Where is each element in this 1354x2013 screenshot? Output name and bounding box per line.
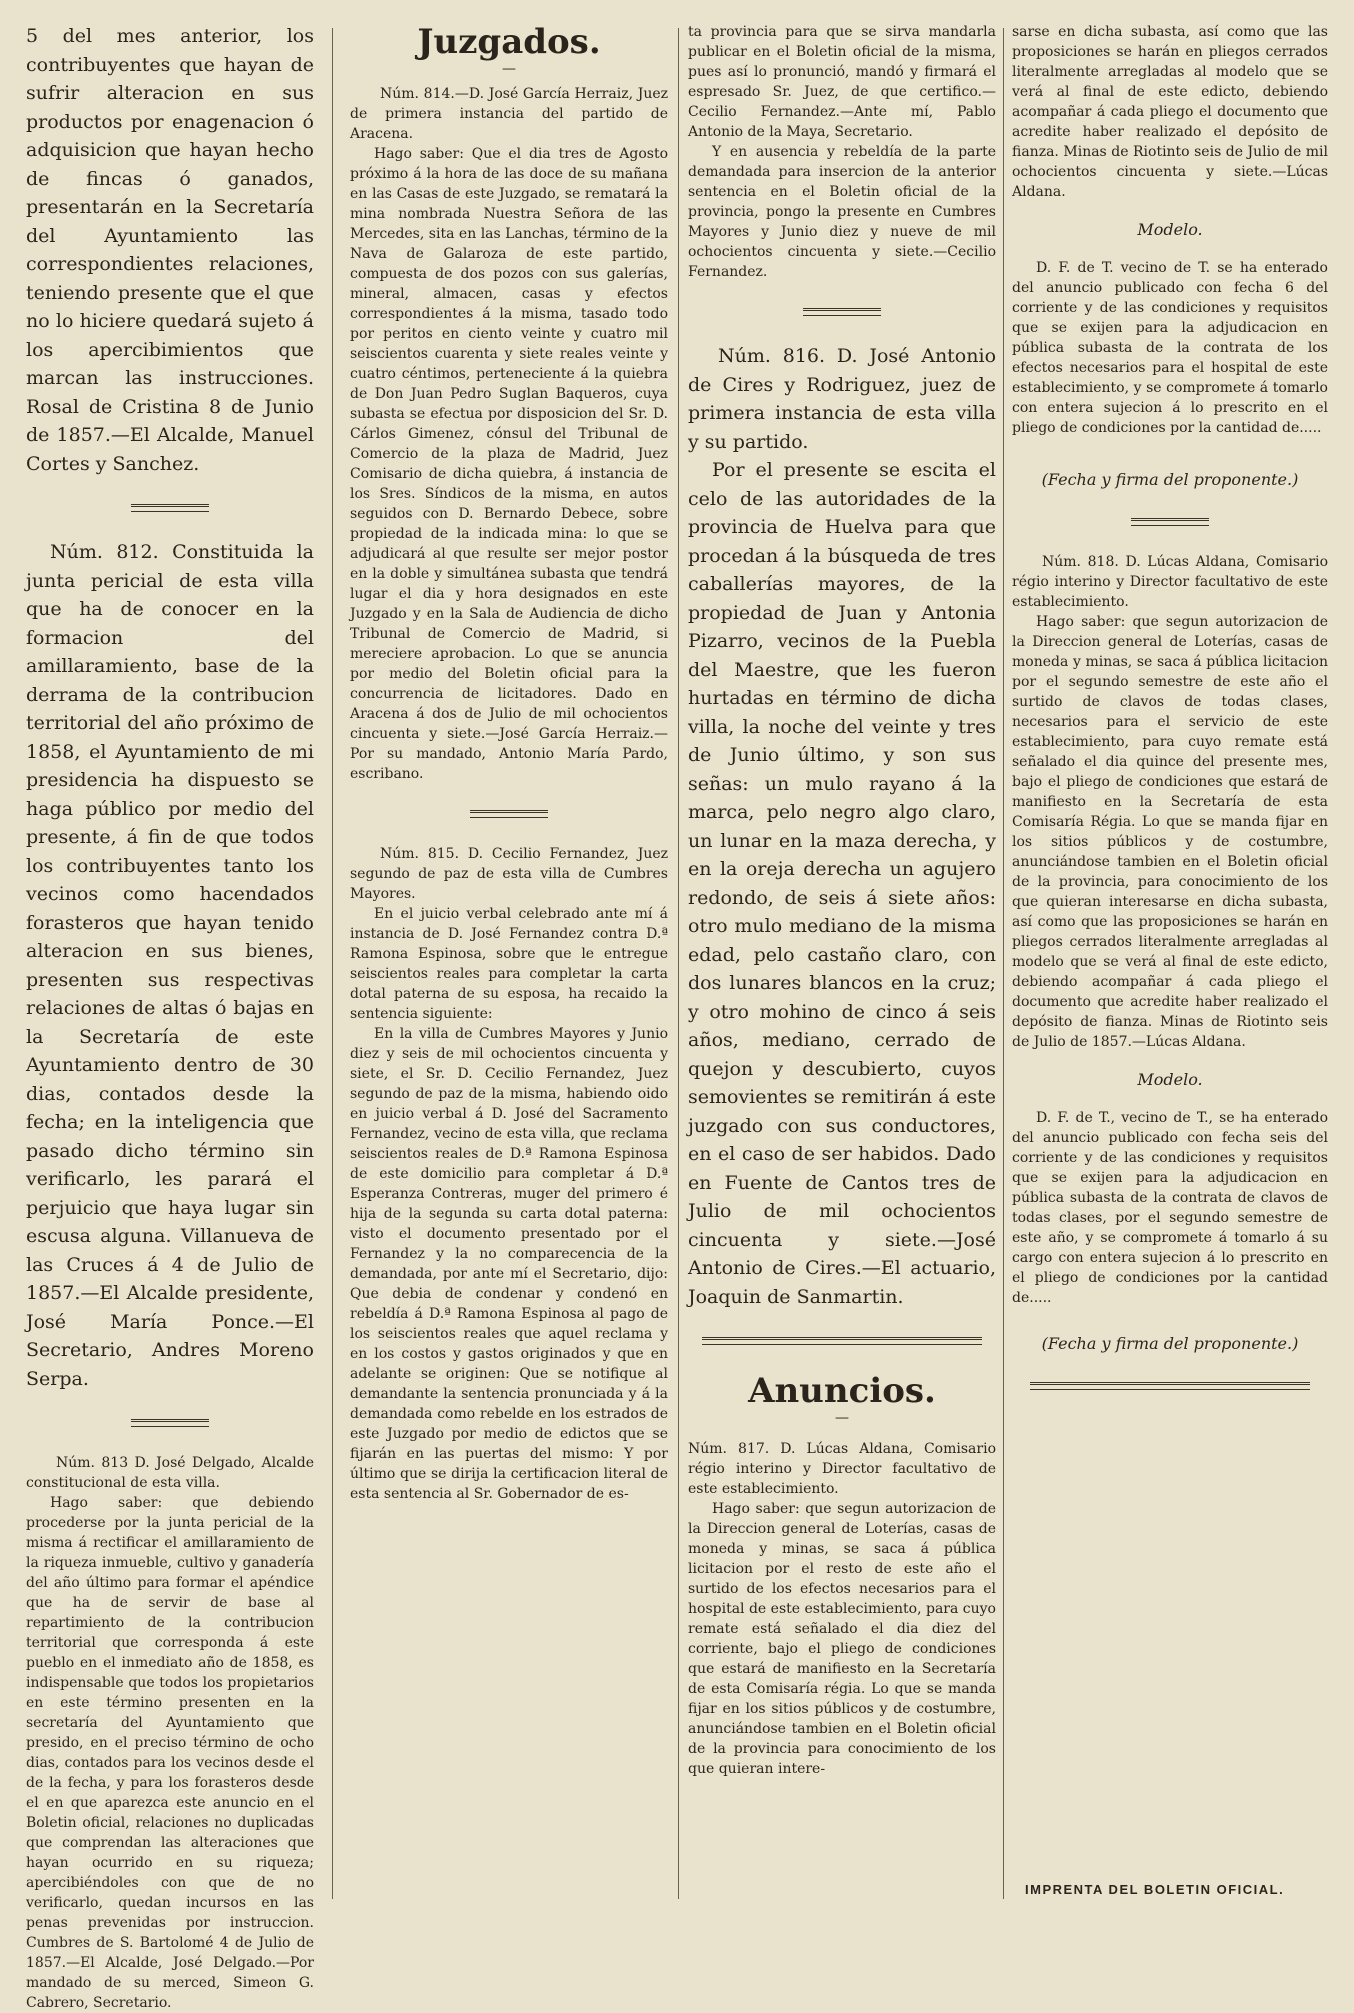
notice-816-heading (688, 342, 996, 456)
separator (131, 1419, 209, 1427)
notice-issuer: D. Lúcas Aldana, Comisario régio interino y Director facultativo de este establecimiento. (1012, 554, 1328, 610)
notice-817-body: Hago saber: que segun autorizacion de la Direccion general de Loterías, casas de moneda y minas, se saca á pública licitacion por el resto de este año el surtido de los efectos necesarios para el hospital de este establecimiento, para cuyo remate está señalado el dia diez del corriente, bajo el pliego de condiciones que estará de manifiesto en la Secretaría de esta Comisaría régia. Lo que se manda fijar en los sitios públicos y de costumbre, anunciándose tambien en el Boletin oficial de la provincia para conocimiento de los que quieran intere- (688, 1501, 996, 1777)
notice-issuer: D. Cecilio Fernandez, Juez segundo de paz de esta villa de Cumbres Mayores. (350, 846, 668, 902)
section-title-anuncios: Anuncios. (748, 1371, 936, 1411)
notice-issuer: —D. José García Herraiz, Juez de primera instancia del partido de Aracena. (350, 86, 668, 142)
notice-815-intro: En el juicio verbal celebrado ante mí á instancia de D. José Fernandez contra D.ª Ramona Espinosa, sobre que le entregue seiscientos reales para completar la carta dotal paterna de su esposa, ha recaido la sentencia siguiente: (350, 906, 668, 1022)
notice-813-body: Hago saber: que debiendo procederse por la junta pericial de la misma á rectificar el amillaramiento de la riqueza inmueble, cultivo y ganadería del año último para formar el apéndice que ha de servir de base al repartimiento de la contribucion territorial que corresponda á este pueblo en el inmediato año de 1858, es indispensable que todos los propietarios en este término presenten en la secretaría del Ayuntamiento que presido, en el preciso término de ocho dias, contados para los vecinos desde el de la fecha, y para los forasteros desde el en que aparezca este anuncio en el Boletin oficial, relaciones no duplicadas que comprendan las alteraciones que hayan ocurrido en su riqueza; apercibiéndoles con que de no verificarlo, quedan incursos en las penas prevenidas por instruccion. Cumbres de S. Bartolomé 4 de Julio de 1857.—El Alcalde, José Delgado.—Por mandado de su merced, Simeon G. Cabrero, Secretario. (26, 1495, 314, 2011)
signature-note: (Fecha y firma del proponente.) (1041, 470, 1299, 489)
notice-number: Núm. 815. (380, 846, 460, 862)
continued-sentence-2: Y en ausencia y rebeldía de la parte demandada para insercion de la anterior sentencia en el Boletin oficial de la provincia, pongo la presente en Cumbres Mayores y Junio diez y nueve de mil ochocientos cincuenta y siete.—Cecilio Fernandez. (688, 144, 996, 280)
notice-813-heading (26, 1453, 314, 1493)
title-dash: — (835, 1410, 849, 1426)
column-4 (1012, 22, 1328, 1901)
notice-818-body: Hago saber: que segun autorizacion de la Direccion general de Loterías, casas de moneda y minas, se saca á pública licitacion por el segundo semestre de este año el surtido de clavos de todas clases, necesarios para el servicio de este establecimiento, para cuyo remate está señalado el dia quince del presente mes, bajo el pliego de condiciones que estará de manifiesto en la Secretaría de esta Comisaría Régia. Lo que se manda fijar en los sitios públicos y de costumbre, anunciándose tambien en el Boletin oficial de la provincia, para conocimiento de los que quieran interesarse en dicha subasta, así como que las proposiciones se harán en pliegos cerrados literalmente arregladas al modelo que se verá al final de este edicto, debiendo acompañar á cada pliego el documento que acredite haber realizado el depósito de fianza. Minas de Riotinto seis de Julio de 1857.—Lúcas Aldana. (1012, 614, 1328, 1050)
column-rule (332, 28, 333, 1899)
column-3 (688, 22, 996, 1901)
continued-sentence: ta provincia para que se sirva mandarla publicar en el Boletin oficial de la misma, pues así lo pronunció, mandó y firmará el espresado Sr. Juez, de que certifico.—Cecilio Fernandez.—Ante mí, Pablo Antonio de la Maya, Secretario. (688, 24, 996, 140)
notice-number: Núm. 818. (1042, 554, 1119, 570)
separator (131, 504, 209, 512)
notice-812 (26, 538, 314, 1393)
separator (702, 1337, 982, 1345)
model-text: D. F. de T. vecino de T. se ha enterado del anuncio publicado con fecha 6 del corriente y de las condiciones y requisitos que se exijen para la adjudicacion en pública subasta de la contrata de los efectos necesarios para el hospital de este establecimiento, y se compromete á tomarlo con entera sujecion á lo prescrito en el pliego de condiciones por la cantidad de..... (1012, 260, 1328, 436)
notice-issuer: D. José Antonio de Cires y Rodriguez, juez de primera instancia de esta villa y su partido. (688, 345, 997, 453)
column-1 (26, 22, 314, 2011)
notice-815-sentence: En la villa de Cumbres Mayores y Junio diez y seis de mil ochocientos cincuenta y siete, el Sr. D. Cecilio Fernandez, Juez segundo de paz de la misma, habiendo oido en juicio verbal á D. José del Sacramento Fernandez, vecino de esta villa, que reclama seiscientos reales de D.ª Ramona Espinosa de este domicilio para completar á D.ª Esperanza Contreras, muger del primero é hija de la segunda su carta dotal paterna: visto el documento presentado por el Fernandez y la no comparecencia de la demandada, por ante mí el Secretario, dijo: Que debia de condenar y condenó en rebeldía á D.ª Ramona Espinosa al pago de los seiscientos reales que aquel reclama y en los costos y gastos originados y que en adelante se originen: Que se notifique al demandante la sentencia pronunciada y á la demandada como rebelde en los estrados de este Juzgado por medio de edictos que se fijarán en las puertas del mismo: Y por último que se dirija la certificacion literal de esta sentencia al Sr. Gobernador de es- (350, 1026, 668, 1502)
signature-note: (Fecha y firma del proponente.) (1041, 1334, 1299, 1353)
notice-817-heading (688, 1439, 996, 1499)
notice-814-heading (350, 84, 668, 144)
notice-815-heading (350, 844, 668, 904)
column-2 (350, 22, 668, 1901)
notice-number: Núm. 812. (50, 541, 159, 563)
title-dash: — (502, 61, 516, 77)
notice-issuer: D. José Delgado, Alcalde constitucional de esta villa. (26, 1455, 314, 1491)
separator (470, 810, 548, 818)
notice-body: Constituida la junta pericial de esta villa que ha de conocer en la formacion del amillaramiento, base de la derrama de la contribucion territorial del año próximo de 1858, el Ayuntamiento de mi presidencia ha dispuesto se haga público por medio del presente, á fin de que todos los contribuyentes tanto los vecinos como hacendados forasteros que hayan tenido alteracion en sus bienes, presenten sus respectivas relaciones de altas ó bajas en la Secretaría de este Ayuntamiento dentro de 30 dias, contados desde la fecha; en la inteligencia que pasado dicho término sin verificarlo, les parará el perjuicio que haya lugar sin escusa alguna. Villanueva de las Cruces á 4 de Julio de 1857.—El Alcalde presidente, José María Ponce.—El Secretario, Andres Moreno Serpa. (26, 541, 314, 1390)
column-rule (1003, 28, 1004, 1899)
continued-notice-817: sarse en dicha subasta, así como que las proposiciones se harán en pliegos cerrados literalmente arregladas al modelo que se verá al final de este edicto, debiendo acompañar á cada pliego el documento que acredite haber realizado el depósito de fianza. Minas de Riotinto seis de Julio de mil ochocientos cincuenta y siete.—Lúcas Aldana. (1012, 24, 1328, 200)
model-title: Modelo. (1137, 220, 1203, 239)
notice-issuer: D. Lúcas Aldana, Comisario régio interino y Director facultativo de este establecimiento. (688, 1441, 996, 1497)
notice-814-body: Hago saber: Que el dia tres de Agosto próximo á la hora de las doce de su mañana en las Casas de este Juzgado, se rematará la mina nombrada Nuestra Señora de las Mercedes, sita en las Lanchas, término de la Nava de Galaroza de este partido, compuesta de dos pozos con sus galerías, mineral, almacen, casas y efectos correspondientes á la misma, tasado todo por peritos en ciento veinte y cuatro mil seiscientos cuarenta y siete reales veinte y cuatro céntimos, perteneciente á la quiebra de Don Juan Pedro Suglan Baqueros, cuya subasta se efectua por disposicion del Sr. D. Cárlos Gimenez, cónsul del Tribunal de Comercio de la plaza de Madrid, Juez Comisario de dicha quiebra, á instancia de los Sres. Síndicos de la misma, en autos seguidos con D. Bernardo Debece, sobre propiedad de la indicada mina: lo que se adjudicará al que resulte ser mejor postor en la doble y simultánea subasta que tendrá lugar el dia y hora designados en este Juzgado y en la Sala de Audiencia de dicho Tribunal de Comercio de Madrid, si mereciere aprobacion. Lo que se anuncia por medio del Boletin oficial para la concurrencia de licitadores. Dado en Aracena á dos de Julio de mil ochocientos cincuenta y siete.—José García Herraiz.—Por su mandado, Antonio María Pardo, escribano. (350, 146, 668, 782)
separator (1030, 1382, 1310, 1390)
notice-818-heading (1012, 552, 1328, 612)
separator (1131, 518, 1209, 526)
notice-816-body: Por el presente se escita el celo de las autoridades de la provincia de Huelva para que procedan á la búsqueda de tres caballerías mayores, de la propiedad de Juan y Antonia Pizarro, vecinos de la Puebla del Maestre, que les fueron hurtadas en término de dicha villa, la noche del veinte y tres de Junio último, y son sus señas: un mulo rayano á la marca, pelo negro algo claro, un lunar en la maza derecha, y en la oreja derecha un agujero redondo, de seis á siete años: otro mulo mediano de la misma edad, pelo castaño claro, con dos lunares blancos en la cruz; y otro mohino de cinco á seis años, mediano, cerrado de quejon y descubierto, cuyos semovientes se remitirán á este juzgado con sus conductores, en el caso de ser habidos. Dado en Fuente de Cantos tres de Julio de mil ochocientos cincuenta y siete.—José Antonio de Cires.—El actuario, Joaquin de Sanmartin. (688, 459, 996, 1308)
printer-imprint: IMPRENTA DEL BOLETIN OFICIAL. (1025, 1882, 1285, 1897)
separator (803, 308, 881, 316)
notice-number: Núm. 816. (718, 345, 826, 367)
notice-number: Núm. 813 (56, 1455, 129, 1471)
column-rule (678, 28, 679, 1899)
continued-notice: 5 del mes anterior, los contribuyentes que hayan de sufrir alteracion en sus productos por enagenacion ó adquisicion que hayan hecho de fincas ó ganados, presentarán en la Secretaría del Ayuntamiento las correspondientes relaciones, teniendo presente que el que no lo hiciere quedará sujeto á los apercibimientos que marcan las instrucciones. Rosal de Cristina 8 de Junio de 1857.—El Alcalde, Manuel Cortes y Sanchez. (26, 25, 314, 475)
notice-number: Núm. 817. (688, 1441, 770, 1457)
notice-number: Núm. 814. (380, 86, 455, 102)
model-title: Modelo. (1137, 1070, 1203, 1089)
model-text: D. F. de T., vecino de T., se ha enterado del anuncio publicado con fecha seis del corriente y de las condiciones y requisitos que se exijen para la adjudicacion en pública subasta de la contrata de clavos de todas clases, por el segundo semestre de este año, y se compromete á tomarlo á su cargo con entera sujecion á lo prescrito en el pliego de condiciones por la cantidad de..... (1012, 1110, 1328, 1306)
section-title-juzgados: Juzgados. (417, 22, 601, 62)
